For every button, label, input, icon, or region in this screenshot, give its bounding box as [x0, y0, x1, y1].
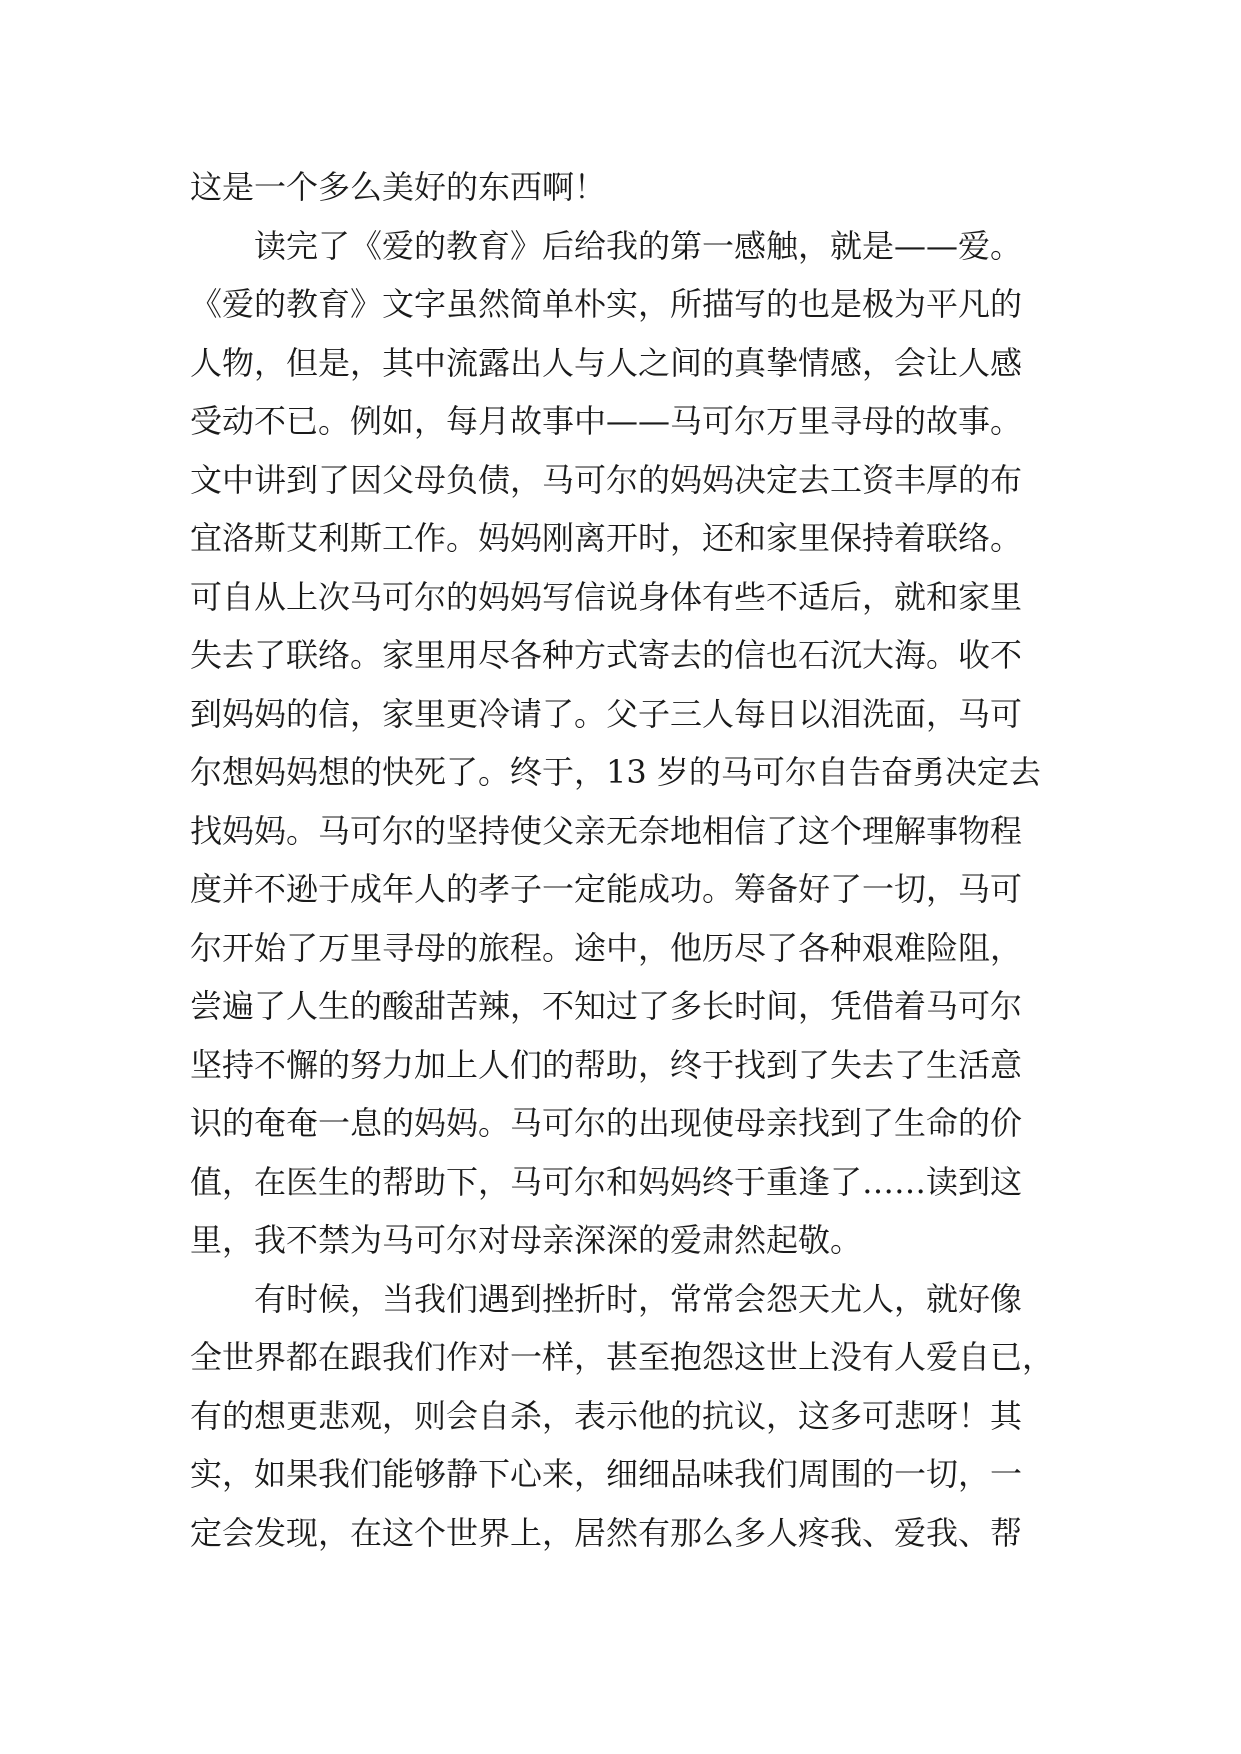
paragraph-line: 宜洛斯艾利斯工作。妈妈刚离开时，还和家里保持着联络。: [190, 519, 1023, 557]
paragraph-line: 里，我不禁为马可尔对母亲深深的爱肃然起敬。: [190, 1221, 863, 1259]
paragraph-line: 坚持不懈的努力加上人们的帮助，终于找到了失去了生活意: [190, 1045, 1023, 1084]
paragraph-line: 可自从上次马可尔的妈妈写信说身体有些不适后，就和家里: [190, 577, 1023, 616]
paragraph-line: 全世界都在跟我们作对一样，甚至抱怨这世上没有人爱自已，: [190, 1338, 1055, 1376]
paragraph-line: 失去了联络。家里用尽各种方式寄去的信也石沉大海。收不: [190, 636, 1023, 674]
paragraph-line: 有时候，当我们遇到挫折时，常常会怨天尤人，就好像: [254, 1279, 1023, 1318]
paragraph-line: 度并不逊于成年人的孝子一定能成功。筹备好了一切，马可: [190, 870, 1023, 908]
paragraph-line: 尔想妈妈想的快死了。终于，13 岁的马可尔自告奋勇决定去: [190, 753, 1041, 791]
paragraph-line: 人物，但是，其中流露出人与人之间的真挚情感，会让人感: [190, 343, 1023, 382]
paragraph-line: 识的奄奄一息的妈妈。马可尔的出现使母亲找到了生命的价: [190, 1104, 1023, 1142]
paragraph-line: 读完了《爱的教育》后给我的第一感触，就是——爱。: [254, 226, 1023, 265]
paragraph-line: 受动不已。例如，每月故事中——马可尔万里寻母的故事。: [190, 402, 1023, 440]
paragraph-line: 《爱的教育》文字虽然简单朴实，所描写的也是极为平凡的: [190, 285, 1023, 323]
paragraph-line: 找妈妈。马可尔的坚持使父亲无奈地相信了这个理解事物程: [190, 811, 1023, 850]
paragraph-line: 到妈妈的信，家里更冷请了。父子三人每日以泪洗面，马可: [190, 694, 1023, 733]
paragraph-line: 尔开始了万里寻母的旅程。途中，他历尽了各种艰难险阻，: [190, 928, 1023, 967]
paragraph-line: 实，如果我们能够静下心来，细细品味我们周围的一切，一: [190, 1455, 1023, 1493]
paragraph-line: 定会发现，在这个世界上，居然有那么多人疼我、爱我、帮: [190, 1513, 1023, 1552]
paragraph-line: 尝遍了人生的酸甜苦辣，不知过了多长时间，凭借着马可尔: [190, 987, 1023, 1025]
paragraph-line: 文中讲到了因父母负债，马可尔的妈妈决定去工资丰厚的布: [190, 460, 1023, 499]
paragraph-line: 有的想更悲观，则会自杀，表示他的抗议，这多可悲呀！其: [190, 1396, 1023, 1435]
document-body: [190, 158, 1070, 1562]
paragraph-line: 这是一个多么美好的东西啊！: [190, 168, 607, 206]
paragraph-line: 值，在医生的帮助下，马可尔和妈妈终于重逢了……读到这: [190, 1162, 1023, 1201]
